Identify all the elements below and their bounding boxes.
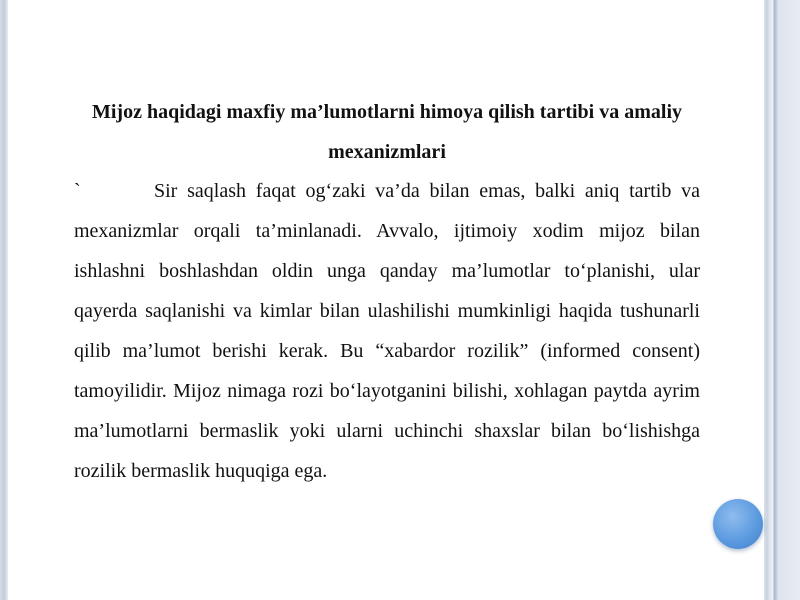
slide-title: Mijoz haqidagi maxfiy ma’lumotlarni himoya qilish tartibi va amaliy mexanizmlari <box>91 101 682 163</box>
left-border-strip <box>0 0 8 600</box>
body-paragraph: Sir saqlash faqat og‘zaki va’da bilan emas, balki aniq tartib va mexanizmlar orqali ta’minlanadi. Avvalo, ijtimoiy xodim mijoz bilan ishlashni boshlashdan oldin unga qanday ma’lumotlar to‘planishi, ular qayerda saqlanishi va kimlar bilan ulashilishi mumkinligi haqida tushunarli qilib ma’lumot berishi kerak. Bu “xabardor rozilik” (informed consent) tamoyilidir. Mijoz nimaga rozi bo‘layotganini bilishi, xohlagan paytda ayrim ma’lumotlarni bermaslik yoki ularni uchinchi shaxslar bilan bo‘lishishga rozilik bermaslik huquqiga ega. <box>74 180 700 482</box>
right-border-strip <box>764 0 800 600</box>
paragraph-marker: ` <box>74 180 81 202</box>
decorative-circle-icon <box>713 499 763 549</box>
